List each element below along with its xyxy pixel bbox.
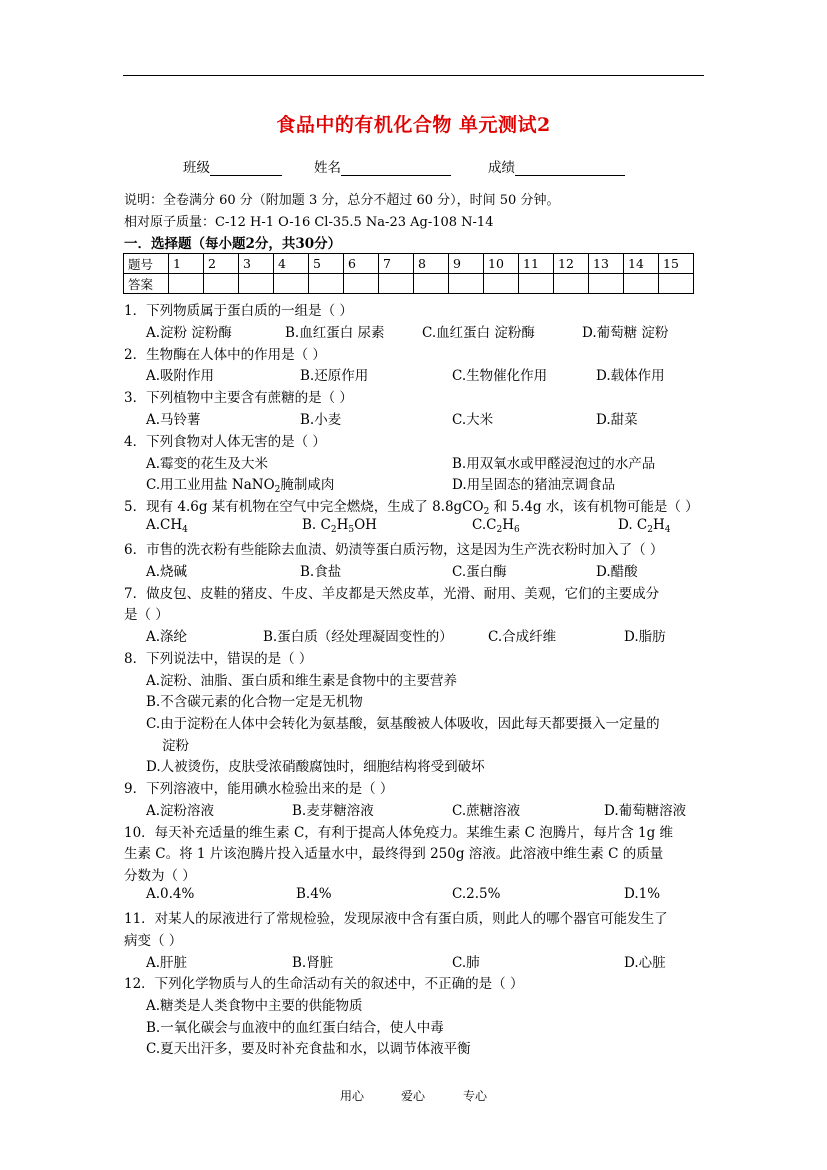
table-cell: 4 xyxy=(274,254,309,274)
answer-table xyxy=(123,253,694,294)
class-field xyxy=(183,156,282,176)
q6-option-c: C.蛋白酶 xyxy=(452,564,507,580)
table-cell: 9 xyxy=(449,254,484,274)
q2-option-c: C.生物催化作用 xyxy=(452,368,548,384)
q7-option-b: B.蛋白质（经处理凝固变性的） xyxy=(263,629,453,645)
q5d-subscript: 2 xyxy=(647,525,653,535)
q3-option-b: B.小麦 xyxy=(300,412,342,428)
question-7-cont: 是（ ） xyxy=(124,607,169,623)
q1-option-a: A.淀粉 淀粉酶 xyxy=(146,325,232,341)
table-cell: 2 xyxy=(204,254,239,274)
instructions: 说明：全卷满分 60 分（附加题 3 分，总分不超过 60 分），时间 50 分钟。 xyxy=(124,193,560,208)
q5-subscript: 2 xyxy=(483,507,490,517)
table-cell: 7 xyxy=(379,254,414,274)
q11-option-a: A.肝脏 xyxy=(146,955,188,971)
answer-cell[interactable] xyxy=(589,274,624,294)
table-cell: 10 xyxy=(484,254,519,274)
q12-option-a: A.糖类是人类食物中主要的供能物质 xyxy=(146,998,363,1014)
score-field xyxy=(488,156,625,176)
footer-text-3: 专心 xyxy=(463,1089,488,1103)
q5b-text: B. C xyxy=(302,517,331,533)
q5c-subscript-2: 6 xyxy=(513,525,520,535)
q11-option-b: B.肾脏 xyxy=(292,955,334,971)
page-title: 食品中的有机化合物 单元测试2 xyxy=(276,114,551,136)
q2-option-d: D.载体作用 xyxy=(596,368,665,384)
question-8: 8．下列说法中，错误的是（ ） xyxy=(124,651,313,667)
section-heading: 一．选择题（每小题2分，共30分） xyxy=(124,236,342,252)
question-3: 3．下列植物中主要含有蔗糖的是（ ） xyxy=(124,390,353,406)
question-11-cont: 病变（ ） xyxy=(124,933,183,949)
q5-option-b xyxy=(302,517,377,533)
class-label: 班级 xyxy=(183,160,210,176)
q11-option-d: D.心脏 xyxy=(624,955,666,971)
table-cell: 6 xyxy=(344,254,379,274)
footer-text-2: 爱心 xyxy=(401,1089,426,1103)
q10-option-c: C.2.5% xyxy=(452,886,501,902)
name-label: 姓名 xyxy=(314,160,341,176)
question-1: 1．下列物质属于蛋白质的一组是（ ） xyxy=(124,303,353,319)
answer-cell[interactable] xyxy=(554,274,589,294)
table-cell: 14 xyxy=(624,254,659,274)
answer-cell[interactable] xyxy=(659,274,694,294)
q5c-text: C.C xyxy=(472,517,497,533)
q8-option-d: D.人被烫伤，皮肤受浓硝酸腐蚀时，细胞结构将受到破坏 xyxy=(146,759,485,775)
q6-option-a: A.烧碱 xyxy=(146,564,188,580)
question-7: 7．做皮包、皮鞋的猪皮、牛皮、羊皮都是天然皮革，光滑、耐用、美观，它们的主要成分 xyxy=(124,586,660,602)
table-cell: 12 xyxy=(554,254,589,274)
answer-cell[interactable] xyxy=(379,274,414,294)
q11-option-c: C.肺 xyxy=(452,955,480,971)
q2-option-a: A.吸附作用 xyxy=(146,368,215,384)
atomic-masses: 相对原子质量：C-12 H-1 O-16 Cl-35.5 Na-23 Ag-108 N-14 xyxy=(124,215,494,230)
table-row xyxy=(124,274,694,294)
q5a-text: A.CH xyxy=(146,517,183,533)
question-4: 4．下列食物对人体无害的是（ ） xyxy=(124,434,326,450)
question-11: 11．对某人的尿液进行了常规检验，发现尿液中含有蛋白质，则此人的哪个器官可能发生了 xyxy=(124,911,668,927)
q3-option-a: A.马铃薯 xyxy=(146,412,201,428)
q4-option-a: A.霉变的花生及大米 xyxy=(146,456,269,472)
q5-option-a xyxy=(146,517,188,533)
q5-option-d xyxy=(618,517,671,533)
q9-option-c: C.蔗糖溶液 xyxy=(452,803,521,819)
answer-cell[interactable] xyxy=(344,274,379,294)
score-label: 成绩 xyxy=(488,160,515,176)
q8-option-b: B.不含碳元素的化合物一定是无机物 xyxy=(146,694,363,710)
q6-option-d: D.醋酸 xyxy=(596,564,638,580)
q5b-subscript-2: 5 xyxy=(348,525,355,535)
q3-option-d: D.甜菜 xyxy=(596,412,638,428)
q1-option-d: D.葡萄糖 淀粉 xyxy=(582,325,669,341)
q5a-subscript: 4 xyxy=(182,525,188,535)
answer-cell[interactable] xyxy=(309,274,344,294)
q9-option-b: B.麦芽糖溶液 xyxy=(292,803,374,819)
question-12: 12．下列化学物质与人的生命活动有关的叙述中，不正确的是（ ） xyxy=(124,976,524,992)
q5-text: 5．现有 4.6g 某有机物在空气中完全燃烧，生成了 8.8gCO xyxy=(124,499,484,515)
answer-cell[interactable] xyxy=(519,274,554,294)
q5d-subscript-2: 4 xyxy=(664,525,671,535)
q4c-text-end: 腌制咸肉 xyxy=(280,477,335,493)
name-blank[interactable] xyxy=(341,161,451,176)
table-cell: 15 xyxy=(659,254,694,274)
q8-option-a: A.淀粉、油脂、蛋白质和维生素是食物中的主要营养 xyxy=(146,673,458,689)
question-10-cont-2: 分数为（ ） xyxy=(124,868,196,884)
answer-cell[interactable] xyxy=(449,274,484,294)
q5b-text-end: OH xyxy=(354,517,377,533)
name-field xyxy=(314,156,451,176)
q5d-text: D. C xyxy=(618,517,648,533)
class-blank[interactable] xyxy=(210,161,282,176)
answer-cell[interactable] xyxy=(204,274,239,294)
score-blank[interactable] xyxy=(515,161,625,176)
answer-cell[interactable] xyxy=(624,274,659,294)
q4-option-d: D.用呈固态的猪油烹调食品 xyxy=(452,477,616,493)
q10-option-b: B.4% xyxy=(296,886,332,902)
q1-option-b: B.血红蛋白 尿素 xyxy=(285,325,385,341)
q5c-subscript: 2 xyxy=(496,525,503,535)
q5d-text-mid: H xyxy=(653,517,665,533)
q9-option-a: A.淀粉溶液 xyxy=(146,803,215,819)
q2-option-b: B.还原作用 xyxy=(300,368,369,384)
q5c-text-mid: H xyxy=(502,517,514,533)
q3-option-c: C.大米 xyxy=(452,412,494,428)
q6-option-b: B.食盐 xyxy=(300,564,342,580)
q7-option-c: C.合成纤维 xyxy=(488,629,557,645)
q5-text-end: 和 5.4g 水，该有机物可能是（ ） xyxy=(489,499,699,515)
answer-cell[interactable] xyxy=(274,274,309,294)
question-9: 9．下列溶液中，能用碘水检验出来的是（ ） xyxy=(124,781,394,797)
table-cell: 3 xyxy=(239,254,274,274)
q10-option-a: A.0.4% xyxy=(146,886,195,902)
q4-option-c xyxy=(146,473,334,493)
table-row xyxy=(124,254,694,274)
question-2: 2．生物酶在人体中的作用是（ ） xyxy=(124,347,326,363)
q10-option-d: D.1% xyxy=(624,886,661,902)
table-cell: 5 xyxy=(309,254,344,274)
q5b-text-mid: H xyxy=(336,517,349,533)
q9-option-d: D.葡萄糖溶液 xyxy=(604,803,687,819)
answer-cell[interactable] xyxy=(414,274,449,294)
table-cell: 1 xyxy=(169,254,204,274)
q7-option-d: D.脂肪 xyxy=(624,629,666,645)
row-label-number: 题号 xyxy=(124,254,169,274)
q12-option-c: C.夏天出汗多，要及时补充食盐和水，以调节体液平衡 xyxy=(146,1041,471,1057)
question-10: 10．每天补充适量的维生素 C，有利于提高人体免疫力。某维生素 C 泡腾片，每片含 1g 维 xyxy=(124,825,674,841)
question-10-cont: 生素 C。将 1 片该泡腾片投入适量水中，最终得到 250g 溶液。此溶液中维生素 C 的质量 xyxy=(124,846,664,862)
q12-option-b: B.一氧化碳会与血液中的血红蛋白结合，使人中毒 xyxy=(146,1020,444,1036)
table-cell: 11 xyxy=(519,254,554,274)
answer-cell[interactable] xyxy=(239,274,274,294)
header-rule xyxy=(123,75,704,76)
question-6: 6．市售的洗衣粉有些能除去血渍、奶渍等蛋白质污物，这是因为生产洗衣粉时加入了（ ） xyxy=(124,542,664,558)
q5b-subscript: 2 xyxy=(330,525,337,535)
table-cell: 13 xyxy=(589,254,624,274)
q4c-subscript: 2 xyxy=(274,485,281,495)
q7-option-a: A.涤纶 xyxy=(146,629,188,645)
q5-option-c xyxy=(472,517,520,533)
answer-cell[interactable] xyxy=(484,274,519,294)
q8-option-c: C.由于淀粉在人体中会转化为氨基酸，氨基酸被人体吸收，因此每天都要摄入一定量的 xyxy=(146,716,660,732)
q4c-text: C.用工业用盐 NaNO xyxy=(146,477,275,493)
footer-text-1: 用心 xyxy=(340,1089,365,1103)
q4-option-b: B.用双氧水或甲醛浸泡过的水产品 xyxy=(452,456,656,472)
table-cell: 8 xyxy=(414,254,449,274)
q1-option-c: C.血红蛋白 淀粉酶 xyxy=(422,325,535,341)
q8-option-c-cont: 淀粉 xyxy=(162,738,189,754)
row-label-answer: 答案 xyxy=(124,274,169,294)
question-5 xyxy=(124,495,699,515)
answer-cell[interactable] xyxy=(169,274,204,294)
